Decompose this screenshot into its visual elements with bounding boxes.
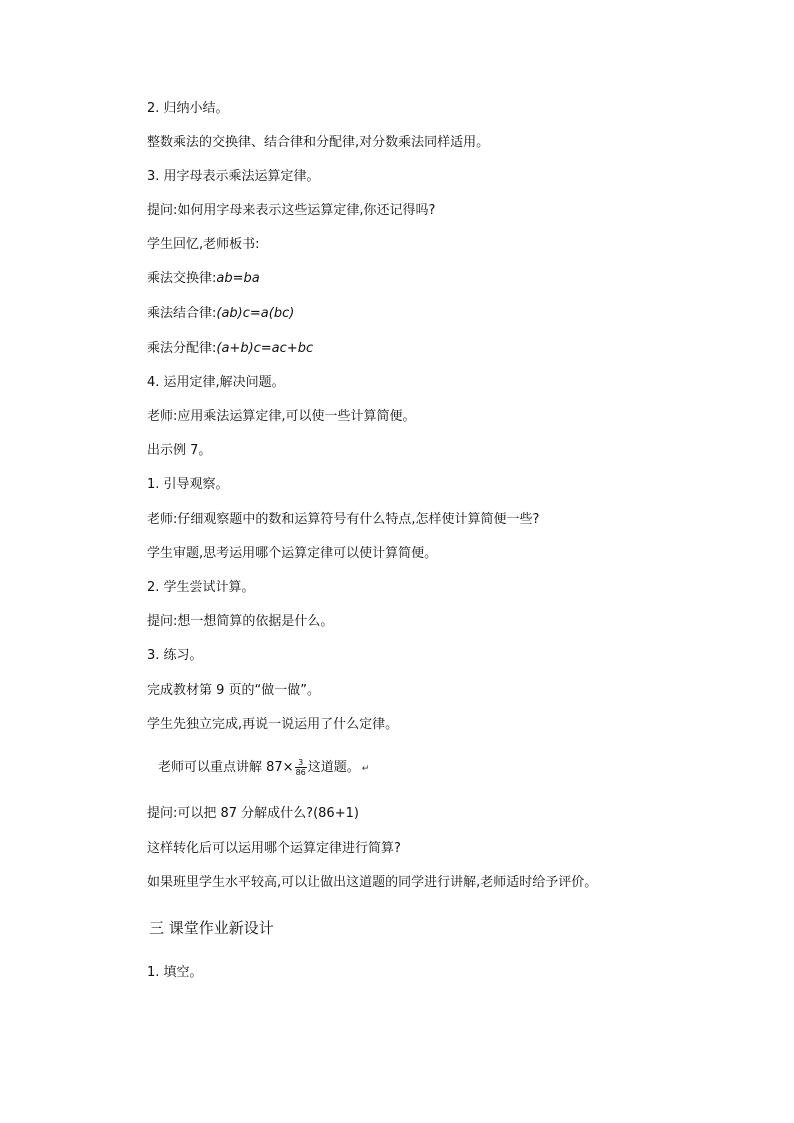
formula-commutative	[147, 271, 260, 287]
fraction-example	[158, 758, 369, 777]
step-heading: 1. 填空。	[147, 965, 203, 980]
formula-distributive	[147, 341, 313, 357]
paragraph: 学生审题,思考运用哪个运算定律可以使计算简便。	[147, 546, 438, 561]
formula-label: 乘法结合律:	[147, 306, 217, 321]
formula-label: 乘法分配律:	[147, 341, 217, 356]
fraction	[295, 758, 307, 777]
paragraph: 提问:想一想简算的依据是什么。	[147, 614, 334, 629]
formula-expression: (ab)c=a(bc)	[216, 306, 295, 321]
paragraph: 老师:仔细观察题中的数和运算符号有什么特点,怎样使计算简便一些?	[147, 512, 540, 527]
formula-label: 乘法交换律:	[147, 271, 217, 286]
example-text: 老师可以重点讲解 87×	[158, 760, 294, 775]
paragraph-mark-icon: ↵	[361, 764, 370, 774]
paragraph: 学生先独立完成,再说一说运用了什么定律。	[147, 717, 399, 732]
step-heading: 1. 引导观察。	[147, 477, 229, 492]
example-text: 这道题。	[307, 760, 360, 775]
paragraph: 提问:如何用字母来表示这些运算定律,你还记得吗?	[147, 203, 436, 218]
paragraph: 提问:可以把 87 分解成什么?(86+1)	[147, 806, 359, 821]
step-heading: 4. 运用定律,解决问题。	[147, 375, 285, 390]
step-heading: 3. 用字母表示乘法运算定律。	[147, 169, 320, 184]
formula-associative	[147, 306, 294, 322]
fraction-denominator: 86	[295, 768, 306, 777]
formula-expression: ab=ba	[216, 271, 260, 286]
paragraph: 这样转化后可以运用哪个运算定律进行简算?	[147, 841, 401, 856]
paragraph: 出示例 7。	[147, 443, 212, 458]
formula-expression: (a+b)c=ac+bc	[216, 341, 314, 356]
step-heading: 2. 学生尝试计算。	[147, 580, 255, 595]
fraction-numerator: 3	[295, 758, 307, 768]
paragraph: 如果班里学生水平较高,可以让做出这道题的同学进行讲解,老师适时给予评价。	[147, 875, 598, 890]
paragraph: 学生回忆,老师板书:	[147, 237, 260, 252]
step-heading: 3. 练习。	[147, 648, 203, 663]
paragraph: 整数乘法的交换律、结合律和分配律,对分数乘法同样适用。	[147, 135, 490, 150]
paragraph: 老师:应用乘法运算定律,可以使一些计算简便。	[147, 409, 416, 424]
paragraph: 完成教材第 9 页的“做一做”。	[147, 683, 321, 698]
step-heading: 2. 归纳小结。	[147, 101, 229, 116]
section-heading: 三 课堂作业新设计	[149, 919, 274, 937]
